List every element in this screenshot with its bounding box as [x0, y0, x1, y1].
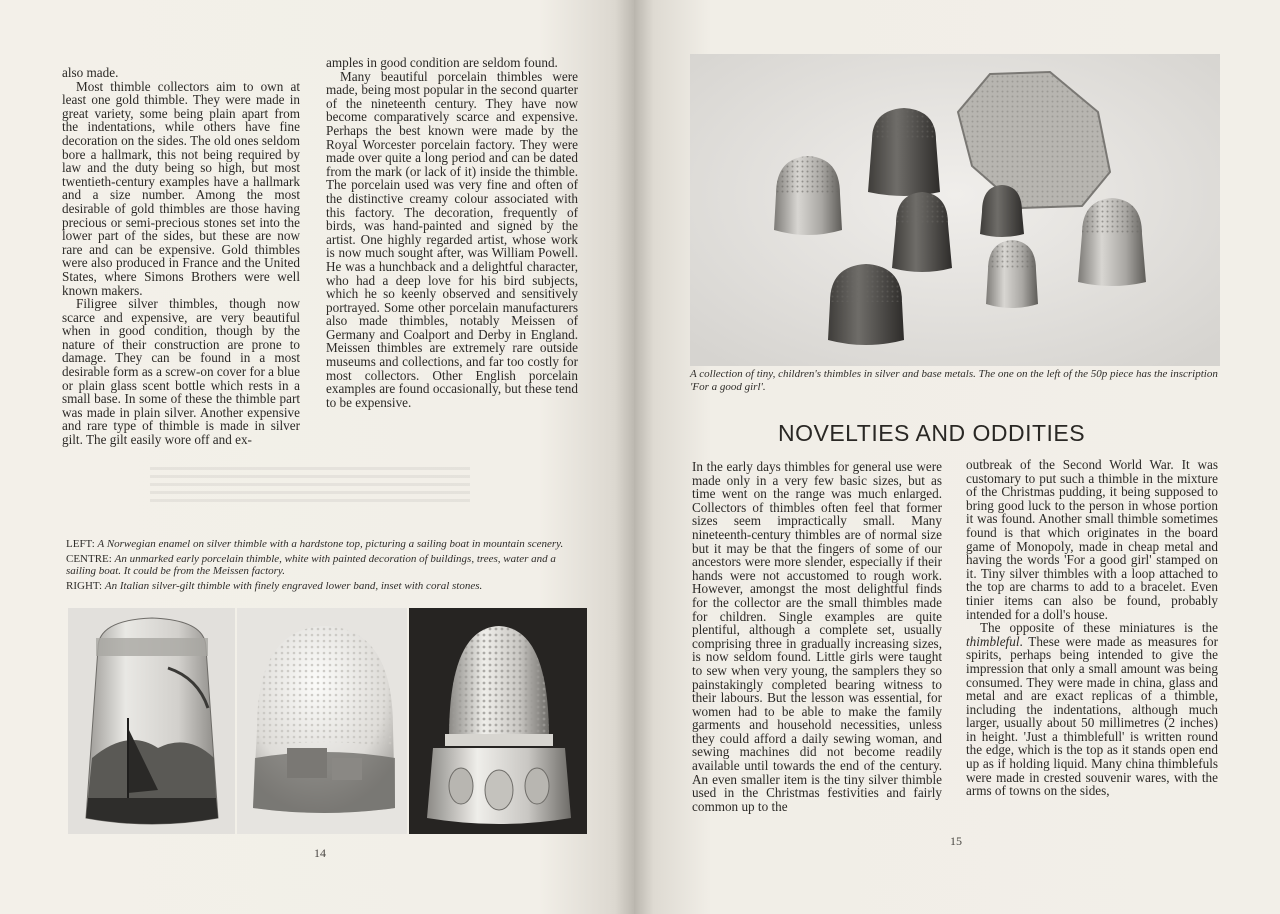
paragraph: amples in good condition are seldom found.: [326, 55, 558, 70]
right-page-column-1: [692, 460, 942, 813]
collection-photo-caption: A collection of tiny, children's thimbles in silver and base metals. The one on the left of the 50p piece has the inscription 'For a good girl'.: [690, 368, 1218, 393]
paragraph: The opposite of these miniatures is the thimbleful. These were made as measures for spirits, perhaps being intended to give the impression that only a small amount was being consumed. They were made in china, glass and metal and are exact replicas of a thimble, including the indentations, although much larger, usually about 50 millimetres (2 inches) in height. 'Just a thimblefull' is written round the edge, which is the top as it stands open end up as if holding liquid. Many china thimblefuls were made in crested souvenir wares, with the arms of towns on the sides,: [966, 620, 1218, 799]
paragraph: outbreak of the Second World War. It was customary to put such a thimble in the mixture of the Christmas pudding, it being supposed to bring good luck to the person in whose portion it was found. Another small thimble sometimes found is that which originates in the board game of Monopoly, made in cheap metal and having the words 'For a good girl' stamped on it. Tiny silver thimbles with a loop attached to the top are charms to add to a bracelet. Even tinier items can also be found, probably intended for a doll's house.: [966, 457, 1218, 622]
right-page-column-2: [966, 458, 1218, 798]
caption-centre: CENTRE: An unmarked early porcelain thimble, white with painted decoration of buildings, trees, water and a sailing boat. It could be from the Meissen factory.: [66, 552, 556, 577]
paragraph: In the early days thimbles for general use were made only in a very few basic sizes, but as time went on the range was much enlarged. Collectors of thimbles often feel that former sizes seem impractically small. Many nineteenth-century thimbles are of normal size but it may be that the fingers of some of our ancestors were more slender, especially if their hands were not accustomed to rough work. However, amongst the most delightful finds for the collector are the small thimbles made for children. Single examples are quite plentiful, although a complete set, usually comprising three in gradually increasing sizes, is now seldom found. Little girls were taught to sew when very young, the samplers they so painstakingly completed bearing witness to their labours. But the lesson was essential, for women had to be able to make the family garments and household necessities, unless they could afford a daily sewing woman, and sewing machines did not become readily available until towards the end of the century. An even smaller item is the tiny silver thimble used in the Christmas festivities and fairly common up to the: [692, 459, 942, 814]
section-title: NOVELTIES AND ODDITIES: [778, 420, 1086, 446]
photo-captions: [66, 538, 584, 594]
childrens-thimbles-collection-photo: [690, 54, 1220, 366]
page-number: 14: [314, 846, 326, 860]
paragraph: Most thimble collectors aim to own at least one gold thimble. They were made in great variety, some being plain apart from the indentations, while others have fine decoration on the sides. The old ones seldom bore a hallmark, this not being required by law and the duty being so high, but most twentieth-century examples have a hallmark and a size number. Among the most desirable of gold thimbles are those having precious or semi-precious stones set into the lower part of the sides, but these are now rare and can be expensive. Gold thimbles were also produced in France and the United States, where Simons Brothers were well known makers.: [62, 78, 300, 298]
left-page-column-2: [326, 56, 578, 409]
right-page: [634, 0, 1280, 914]
left-page: [0, 0, 634, 914]
paragraph: Filigree silver thimbles, though now scarce and expensive, are very beautiful when in good condition, though by the nature of their construction are prone to damage. They can be found in a most desirable form as a screw-on cover for a blue or plain glass scent bottle which rests in a small base. In some of these the thimble part was made in plain silver. Another expensive and rare type of thimble is made in silver gilt. The gilt easily wore off and ex-: [62, 296, 300, 448]
caption-left: LEFT: A Norwegian enamel on silver thimble with a hardstone top, picturing a sailing boat in mountain scenery.: [66, 538, 564, 550]
paragraph: Many beautiful porcelain thimbles were made, being most popular in the second quarter of the nineteenth century. They have now become comparatively scarce and expensive. Perhaps the best known were made by the Royal Worcester porcelain factory. They were made over quite a long period and can be dated from the mark (or lack of it) inside the thimble. The porcelain used was very fine and often of the distinctive creamy colour associated with this factory. The decoration, frequently of birds, was hand-painted and signed by the artist. One highly regarded artist, whose work is now much sought after, was William Powell. He was a hunchback and a delightful character, who had a deep love for his bird subjects, which he so keenly observed and sensitively portrayed. Some other porcelain manufacturers also made thimbles, notably Meissen of Germany and Coalport and Derby in England. Meissen thimbles are extremely rare outside museums and collections, and far too costly for most collectors. Other English porcelain examples are found occasionally, but these tend to be expensive.: [326, 68, 578, 410]
caption-right: RIGHT: An Italian silver-gilt thimble with finely engraved lower band, inset with coral stones.: [66, 579, 483, 592]
porcelain-thimble-photo: [237, 608, 407, 834]
left-page-column-1: [62, 66, 300, 447]
page-number: 15: [950, 834, 962, 848]
show-through-text: [150, 462, 470, 502]
norwegian-enamel-thimble-photo: [68, 608, 235, 834]
paragraph: also made.: [62, 65, 119, 80]
italian-silver-gilt-thimble-photo: [409, 608, 587, 834]
